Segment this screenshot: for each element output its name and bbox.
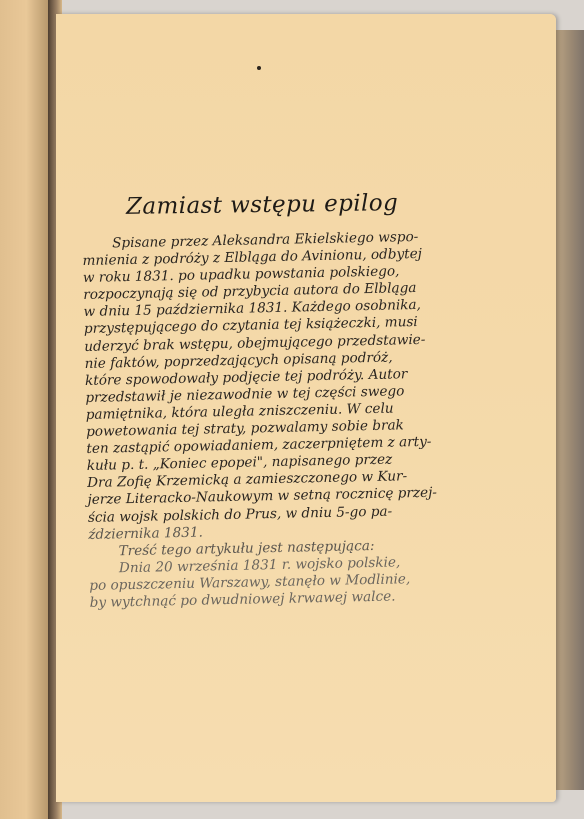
book-page (56, 14, 556, 802)
text-line: przystępującego do czytania tej książeczki, musi (83, 314, 418, 338)
text-line: kułu p. t. „Koniec epopei", napisanego przez (86, 451, 393, 475)
text-line: w dniu 15 października 1831. Każdego osobnika, (83, 297, 422, 321)
text-line: w roku 1831. po upadku powstania polskiego, (82, 263, 400, 287)
text-line: ścia wojsk polskich do Prus, w dniu 5-go pa- (87, 503, 393, 526)
text-line: powetowania tej straty, pozwalamy sobie brak (85, 417, 405, 440)
text-line: Spisane przez Aleksandra Ekielskiego wspo- (111, 228, 419, 252)
text-line: ten zastąpić opowiadaniem, zaczerpniętem z arty- (86, 433, 432, 458)
text-line: jerze Literacko-Naukowym w setną rocznicę przej- (87, 485, 438, 509)
text-line: Treść tego artykułu jest następująca: (118, 537, 375, 559)
text-line: ździernika 1831. (88, 524, 204, 543)
text-line: rozpoczynają się od przybycia autora do Elbląga (83, 280, 417, 304)
text-line: by wytchnąć po dwudniowej krwawej walce. (89, 588, 396, 611)
body-text (82, 228, 460, 612)
left-page-edge (0, 0, 50, 819)
text-line: które spowodowały podjęcie tej podróży. Autor (84, 365, 408, 389)
text-line: przedstawił je niezawodnie w tej części swego (85, 383, 405, 406)
chapter-title: Zamiast wstępu epilog (125, 190, 399, 220)
text-line: po opuszczeniu Warszawy, stanęło w Modlinie, (89, 571, 411, 594)
text-line: pamiętnika, która uległa zniszczeniu. W celu (85, 400, 394, 423)
text-line: mnienia z podróży z Elbląga do Avinionu, odbytej (82, 245, 423, 270)
text-line: uderzyć brak wstępu, obejmującego przedstawie- (84, 331, 426, 355)
text-line: Dnia 20 września 1831 r. wojsko polskie, (118, 554, 401, 577)
ink-speck (257, 66, 261, 70)
text-line: nie faktów, poprzedzających opisaną podróż, (84, 349, 393, 372)
text-line: Dra Zofię Krzemicką a zamieszczonego w Kur- (87, 468, 408, 492)
